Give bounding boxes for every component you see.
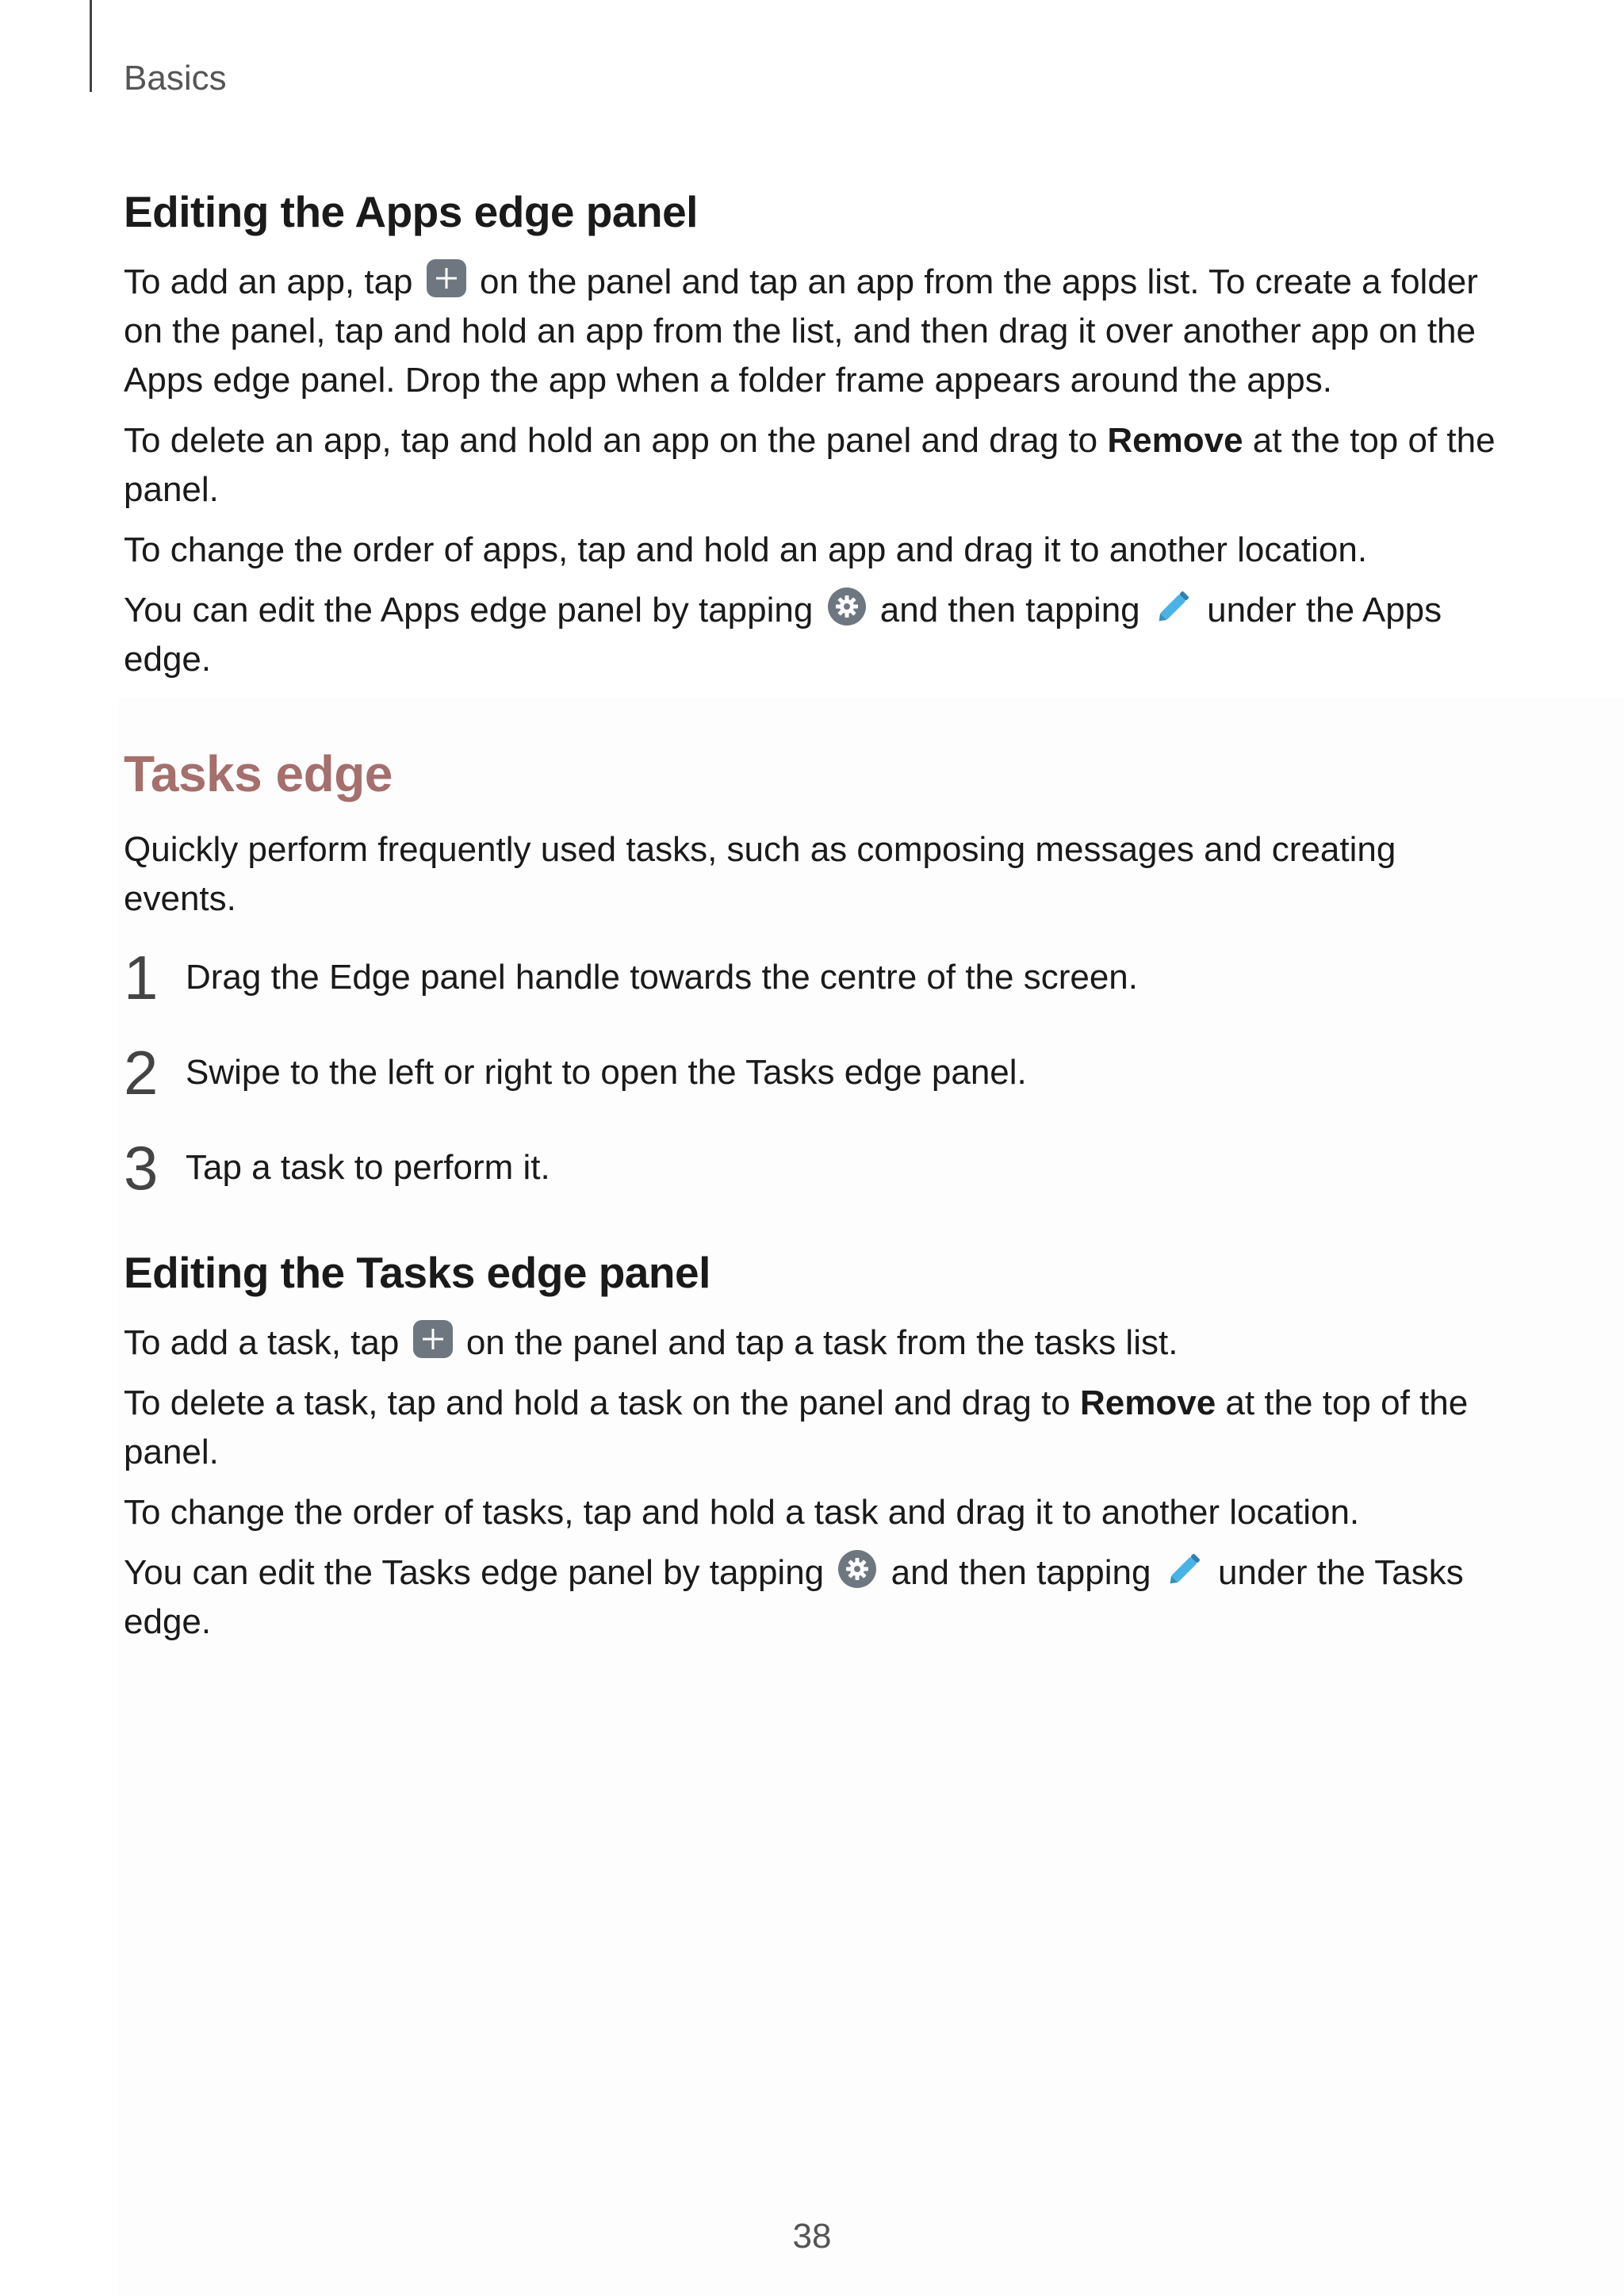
tasks-reorder-paragraph: To change the order of tasks, tap and hold a task and drag it to another location. xyxy=(124,1493,1360,1532)
step-text: Tap a task to perform it. xyxy=(186,1148,550,1187)
step-text: Drag the Edge panel handle towards the centre of the screen. xyxy=(186,958,1138,997)
add-icon xyxy=(412,1319,454,1359)
tasks-edge-title: Tasks edge xyxy=(124,745,393,802)
tasks-delete-paragraph: To delete a task, tap and hold a task on the panel and drag to Remove at the top of the panel. xyxy=(124,1383,1469,1471)
apps-add-paragraph: To add an app, tap on the panel and tap an app from the apps list. To create a folder on the panel, tap and hold an app from the list, and then drag it over another app on the Apps edge panel. Drop the app when a folder frame appears around the apps. xyxy=(124,258,1503,405)
tasks-edge-intro: Quickly perform frequently used tasks, such as composing messages and creating events. xyxy=(124,830,1396,918)
remove-label: Remove xyxy=(1080,1383,1216,1422)
settings-icon xyxy=(837,1549,878,1589)
apps-reorder-paragraph: To change the order of apps, tap and hold an app and drag it to another location. xyxy=(124,530,1368,569)
apps-delete-paragraph: To delete an app, tap and hold an app on the panel and drag to Remove at the top of the panel. xyxy=(124,421,1496,509)
step-item xyxy=(124,930,1503,1025)
steps-list xyxy=(124,930,1503,1215)
step-text: Swipe to the left or right to open the Tasks edge panel. xyxy=(186,1053,1027,1092)
step-item xyxy=(124,1120,1503,1215)
add-icon xyxy=(426,258,467,298)
step-item xyxy=(124,1025,1503,1120)
tasks-add-paragraph: To add a task, tap on the panel and tap a task from the tasks list. xyxy=(124,1318,1503,1368)
page-number: 38 xyxy=(792,2217,832,2256)
settings-icon xyxy=(826,587,868,626)
main-content xyxy=(124,186,1503,1658)
tasks-panel-heading: Editing the Tasks edge panel xyxy=(124,1248,710,1297)
step-number: 3 xyxy=(124,1132,159,1203)
apps-panel-heading: Editing the Apps edge panel xyxy=(124,187,698,236)
edit-pencil-icon xyxy=(1153,587,1194,626)
header-rule xyxy=(90,0,92,92)
edit-pencil-icon xyxy=(1164,1549,1205,1589)
step-number: 1 xyxy=(124,942,159,1012)
tasks-edit-paragraph: You can edit the Tasks edge panel by tapping and then tapping under the Tasks edge. xyxy=(124,1548,1503,1647)
step-number: 2 xyxy=(124,1037,159,1108)
apps-edit-paragraph: You can edit the Apps edge panel by tapping and then tapping under the Apps edge. xyxy=(124,586,1503,684)
remove-label: Remove xyxy=(1107,421,1243,460)
header-section-label: Basics xyxy=(124,59,227,98)
